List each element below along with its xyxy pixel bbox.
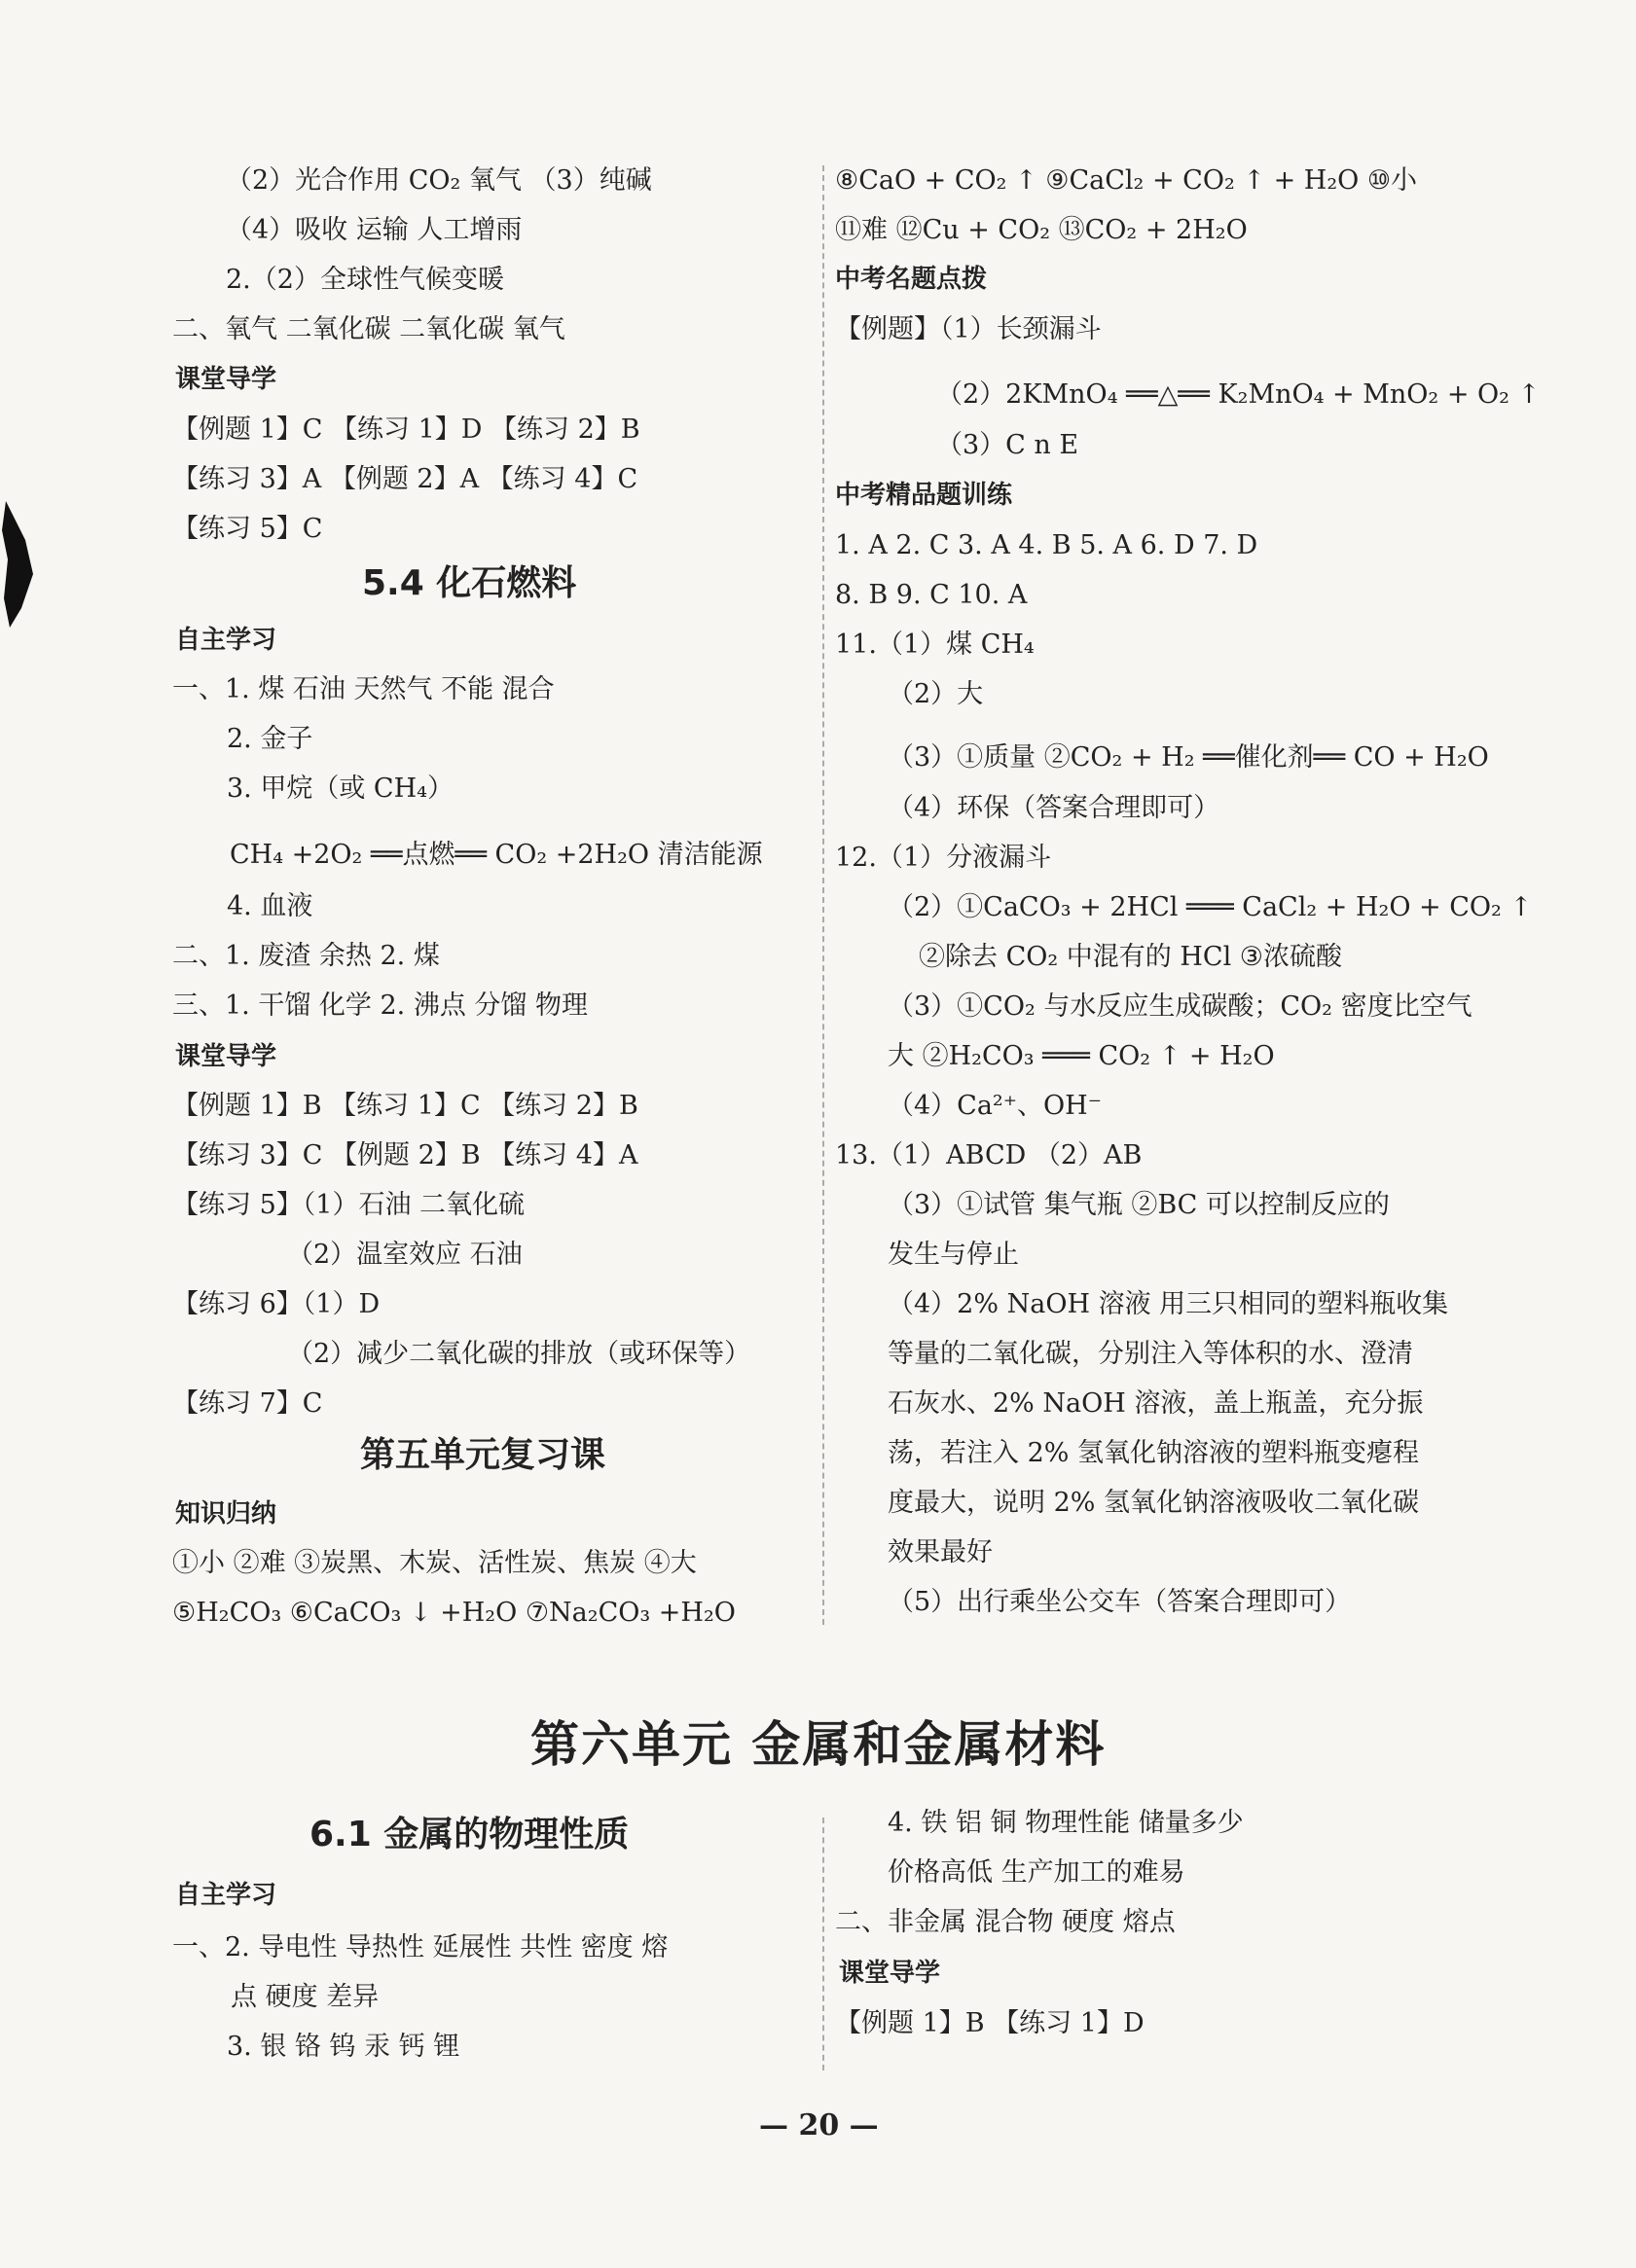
unit6-e1: 一、2. 导电性 导热性 延展性 共性 密度 熔: [172, 1932, 669, 1962]
heading-mingti: 中考名题点拨: [835, 265, 988, 294]
right-r27: （5）出行乘坐公交车（答案合理即可）: [888, 1587, 1352, 1617]
left-line-3: 2.（2）全球性气候变暖: [226, 265, 504, 295]
left-b6: 二、1. 废渣 余热 2. 煤: [172, 941, 440, 971]
right-r7: 8. B 9. C 10. A: [835, 580, 1028, 610]
unit6-f1: 4. 铁 铝 铜 物理性能 储量多少: [888, 1808, 1244, 1838]
unit6-f3: 二、非金属 混合物 硬度 熔点: [835, 1907, 1176, 1937]
right-r26: 效果最好: [888, 1537, 993, 1567]
right-r17: （4）Ca²⁺、OH⁻: [888, 1091, 1102, 1121]
right-r18: 13.（1）ABCD （2）AB: [835, 1140, 1143, 1170]
left-line-2: （4）吸收 运输 人工增雨: [226, 215, 523, 245]
right-r25: 度最大，说明 2% 氢氧化钠溶液吸收二氧化碳: [888, 1488, 1419, 1518]
left-c2: 【练习 3】C 【例题 2】B 【练习 4】A: [172, 1140, 638, 1170]
right-r8: 11.（1）煤 CH₄: [835, 630, 1035, 660]
right-r19: （3）①试管 集气瓶 ②BC 可以控制反应的: [888, 1190, 1390, 1220]
ink-mark-decoration: [0, 501, 39, 628]
left-b2: 2. 金子: [227, 724, 313, 754]
heading-zhishi: 知识归纳: [175, 1499, 277, 1529]
heading-zizhu-1: 自主学习: [175, 626, 277, 655]
left-c7: 【练习 7】C: [172, 1388, 323, 1419]
heading-ketang-1: 课堂导学: [175, 365, 277, 394]
unit6-f4: 【例题 1】B 【练习 1】D: [835, 2008, 1145, 2038]
right-r5: （3）C n E: [936, 430, 1079, 460]
unit6-f2: 价格高低 生产加工的难易: [888, 1857, 1185, 1888]
heading-zizhu-2: 自主学习: [175, 1881, 277, 1910]
left-c1: 【例题 1】B 【练习 1】C 【练习 2】B: [172, 1091, 638, 1121]
heading-ketang-2: 课堂导学: [175, 1042, 277, 1071]
left-b5: 4. 血液: [227, 891, 313, 921]
left-d1: ①小 ②难 ③炭黑、木炭、活性炭、焦炭 ④大: [172, 1548, 697, 1578]
right-r23: 石灰水、2% NaOH 溶液，盖上瓶盖，充分振: [888, 1388, 1424, 1419]
right-r3: 【例题】（1）长颈漏斗: [835, 314, 1102, 344]
left-line-1: （2）光合作用 CO₂ 氧气 （3）纯碱: [226, 165, 652, 196]
page-number: — 20 —: [759, 2108, 879, 2142]
column-divider-bottom: [822, 1818, 824, 2070]
left-b3: 3. 甲烷（或 CH₄）: [227, 774, 454, 804]
right-r21: （4）2% NaOH 溶液 用三只相同的塑料瓶收集: [888, 1289, 1449, 1319]
left-b1: 一、1. 煤 石油 天然气 不能 混合: [172, 674, 555, 704]
right-r10-equation: （3）①质量 ②CO₂ + H₂ ══催化剂══ CO + H₂O: [888, 742, 1489, 773]
column-divider-top: [822, 165, 824, 1625]
right-r14: ②除去 CO₂ 中混有的 HCl ③浓硫酸: [919, 942, 1342, 972]
heading-ketang-3: 课堂导学: [839, 1959, 941, 1988]
unit-6-title: 第六单元 金属和金属材料: [530, 1716, 1107, 1773]
left-c3: 【练习 5】（1）石油 二氧化硫: [172, 1190, 526, 1220]
review-title: 第五单元复习课: [360, 1435, 606, 1475]
section-6-1-title: 6.1 金属的物理性质: [309, 1815, 630, 1854]
left-c5: 【练习 6】（1）D: [172, 1289, 381, 1319]
right-r9: （2）大: [888, 679, 984, 709]
left-b7: 三、1. 干馏 化学 2. 沸点 分馏 物理: [172, 990, 589, 1021]
left-line-4: 二、氧气 二氧化碳 二氧化碳 氧气: [172, 314, 565, 344]
right-r12: 12.（1）分液漏斗: [835, 843, 1052, 873]
right-r15: （3）①CO₂ 与水反应生成碳酸；CO₂ 密度比空气: [888, 991, 1472, 1022]
right-r13: （2）①CaCO₃ + 2HCl ═══ CaCl₂ + H₂O + CO₂ ↑: [888, 892, 1533, 922]
heading-jingpin: 中考精品题训练: [835, 481, 1013, 510]
right-r22: 等量的二氧化碳，分别注入等体积的水、澄清: [888, 1339, 1413, 1369]
answer-row-2: 【练习 3】A 【例题 2】A 【练习 4】C: [172, 464, 638, 494]
section-5-4-title: 5.4 化石燃料: [362, 563, 577, 603]
right-r16: 大 ②H₂CO₃ ═══ CO₂ ↑ + H₂O: [888, 1041, 1275, 1071]
left-c6: （2）减少二氧化碳的排放（或环保等）: [287, 1339, 751, 1369]
right-r1: ⑧CaO + CO₂ ↑ ⑨CaCl₂ + CO₂ ↑ + H₂O ⑩小: [835, 165, 1418, 196]
right-r20: 发生与停止: [888, 1240, 1019, 1270]
right-r4-equation: （2）2KMnO₄ ══△══ K₂MnO₄ + MnO₂ + O₂ ↑: [936, 379, 1541, 410]
unit6-e2: 点 硬度 差异: [231, 1982, 380, 2012]
answer-row-1: 【例题 1】C 【练习 1】D 【练习 2】B: [172, 414, 640, 445]
right-r2: ⑪难 ⑫Cu + CO₂ ⑬CO₂ + 2H₂O: [835, 215, 1248, 245]
right-r6: 1. A 2. C 3. A 4. B 5. A 6. D 7. D: [835, 530, 1258, 560]
left-c4: （2）温室效应 石油: [287, 1240, 523, 1270]
right-r11: （4）环保（答案合理即可）: [888, 793, 1220, 823]
right-r24: 荡，若注入 2% 氢氧化钠溶液的塑料瓶变瘪程: [888, 1438, 1419, 1468]
left-d2: ⑤H₂CO₃ ⑥CaCO₃ ↓ +H₂O ⑦Na₂CO₃ +H₂O: [172, 1598, 736, 1628]
left-b4-equation: CH₄ +2O₂ ══点燃══ CO₂ +2H₂O 清洁能源: [230, 840, 763, 870]
answer-row-3: 【练习 5】C: [172, 514, 323, 544]
unit6-e3: 3. 银 铬 钨 汞 钙 锂: [227, 2032, 460, 2062]
